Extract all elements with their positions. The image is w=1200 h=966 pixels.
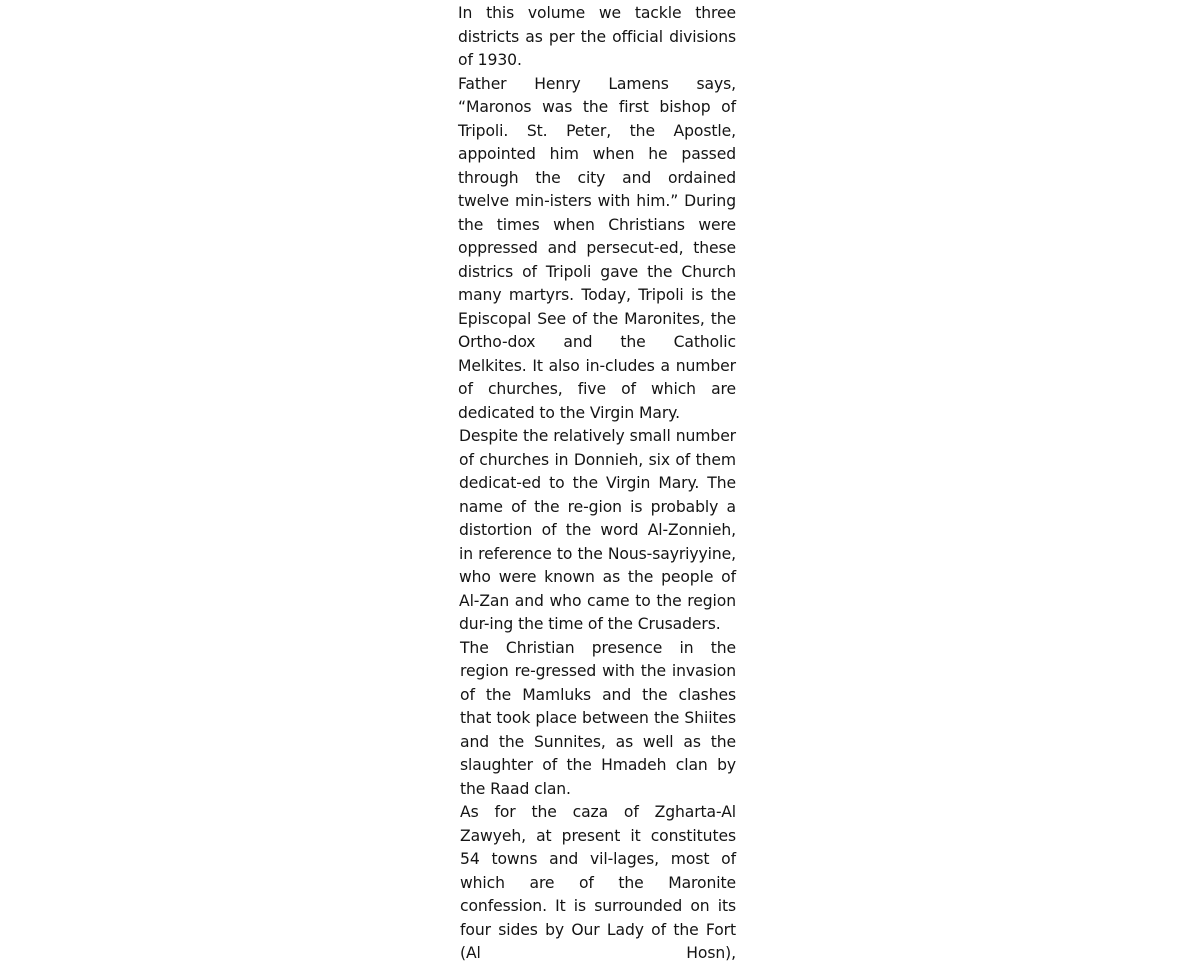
paragraph-intro: In this volume we tackle three districts as per the official divisions of 1930.	[458, 4, 736, 69]
paragraph-christian-presence: The Christian presence in the region re-gressed with the invasion of the Mamluks and the clashes that took place between the Shiites and the Sunnites, as well as the slaughter of the Hmadeh clan by the Raad clan.	[460, 638, 736, 798]
paragraph-donnieh: Despite the relatively small number of churches in Donnieh, six of them dedicat-ed to the Virgin Mary. The name of the re-gion is probably a distortion of the word Al-Zonnieh, in reference to the Nous-sayriyyine, who were known as the people of Al-Zan and who came to the region dur-ing the time of the Crusaders.	[459, 427, 736, 633]
paragraph-lamens: Father Henry Lamens says, “Maronos was the first bishop of Tripoli. St. Peter, the Apostle, appointed him when he passed through the city and ordained twelve min-isters with him.” During the times when Christians were oppressed and persecut-ed, these districs of Tripoli gave the Church many martyrs. Today, Tripoli is the Episcopal See of the Maronites, the Ortho-dox and the Catholic Melkites. It also in-cludes a number of churches, five of which are dedicated to the Virgin Mary.	[458, 74, 736, 422]
text-column	[458, 2, 736, 966]
paragraph-zgharta: As for the caza of Zgharta-Al Zawyeh, at present it constitutes 54 towns and vil-lages, most of which are of the Maronite confession. It is surrounded on its four sides by Our Lady of the Fort (Al Hosn),	[460, 803, 736, 962]
